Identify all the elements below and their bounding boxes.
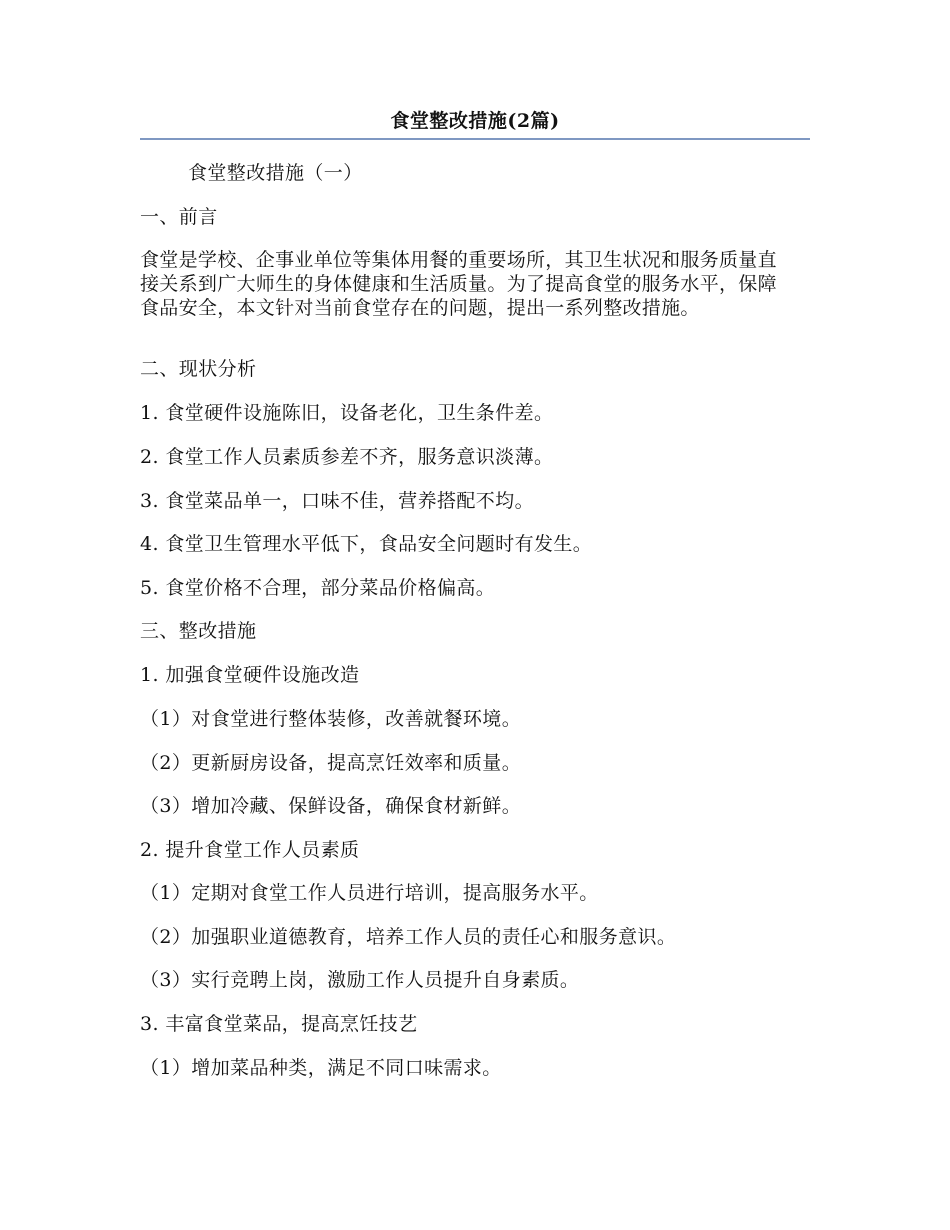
part-subtitle: 食堂整改措施（一） [188,162,363,184]
measure-subitem: （3）增加冷藏、保鲜设备，确保食材新鲜。 [140,795,522,817]
issue-item: 3. 食堂菜品单一，口味不佳，营养搭配不均。 [140,490,534,512]
issue-item: 1. 食堂硬件设施陈旧，设备老化，卫生条件差。 [140,402,554,424]
section-heading-analysis: 二、现状分析 [140,358,257,380]
intro-paragraph: 食堂是学校、企事业单位等集体用餐的重要场所，其卫生状况和服务质量直接关系到广大师生的身体健康和生活质量。为了提高食堂的服务水平，保障食品安全，本文针对当前食堂存在的问题，提出一系列整改措施。 [140,249,777,319]
issue-item: 5. 食堂价格不合理，部分菜品价格偏高。 [140,577,496,599]
measure-heading: 1. 加强食堂硬件设施改造 [140,664,360,686]
measure-heading: 3. 丰富食堂菜品，提高烹饪技艺 [140,1013,418,1035]
measure-subitem: （1）对食堂进行整体装修，改善就餐环境。 [140,708,522,730]
issue-item: 4. 食堂卫生管理水平低下，食品安全问题时有发生。 [140,533,593,555]
measure-subitem: （2）加强职业道德教育，培养工作人员的责任心和服务意识。 [140,926,677,948]
document-page [140,0,810,1230]
section-heading-measures: 三、整改措施 [140,620,257,642]
measure-subitem: （1）增加菜品种类，满足不同口味需求。 [140,1057,502,1079]
document-title: 食堂整改措施(2篇) [390,110,560,132]
issue-item: 2. 食堂工作人员素质参差不齐，服务意识淡薄。 [140,446,554,468]
section-heading-intro: 一、前言 [140,206,218,228]
measure-subitem: （3）实行竞聘上岗，激励工作人员提升自身素质。 [140,969,580,991]
measure-subitem: （1）定期对食堂工作人员进行培训，提高服务水平。 [140,882,599,904]
title-divider [140,138,810,140]
measure-heading: 2. 提升食堂工作人员素质 [140,839,360,861]
measure-subitem: （2）更新厨房设备，提高烹饪效率和质量。 [140,752,522,774]
